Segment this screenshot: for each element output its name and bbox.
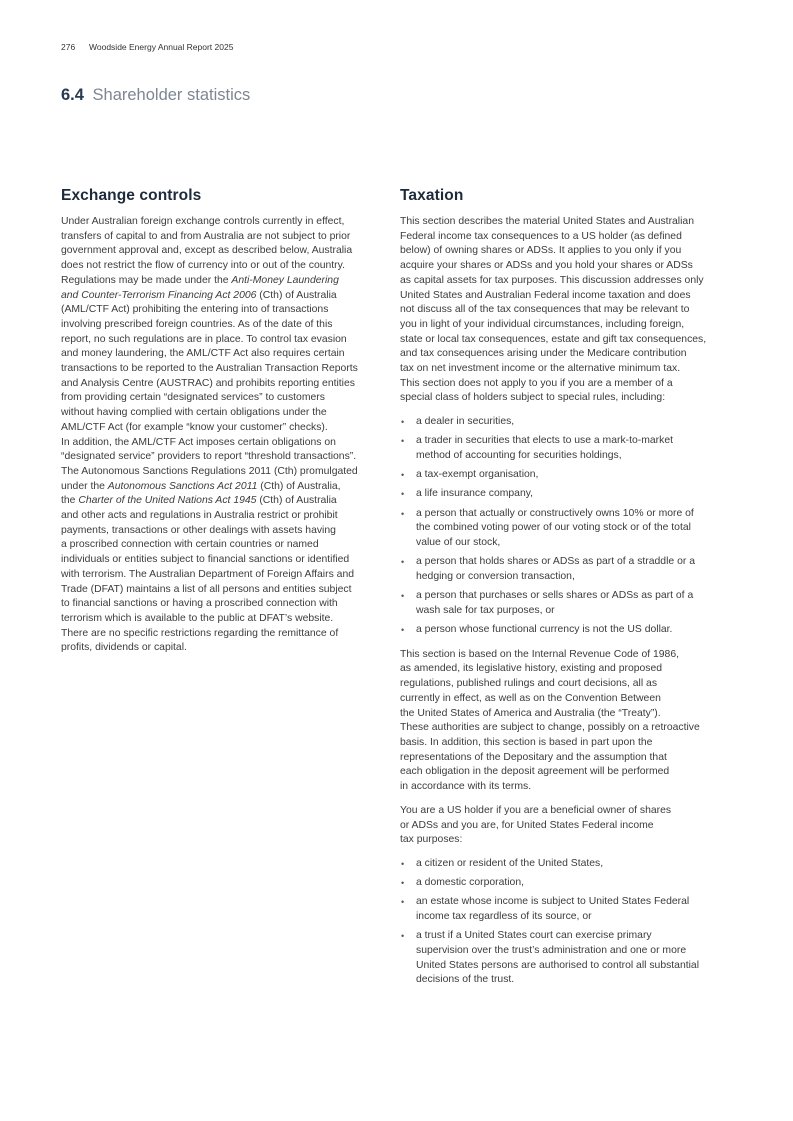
- text-line: to financial sanctions or having a proscribed connection with: [61, 598, 338, 610]
- list-item-line: • a dealer in securities,: [416, 416, 515, 428]
- text-run: (Cth) of Australia: [256, 495, 337, 507]
- text-line: [61, 494, 381, 509]
- text-line: not discuss all of the tax consequences that may be relevant to: [400, 304, 690, 316]
- list-item-line: • a trader in securities that elects to use a mark-to-market: [416, 435, 673, 447]
- text-line: as capital assets for tax purposes. This discussion addresses only: [400, 274, 704, 286]
- text-line: individuals or entities subject to financial sanctions or identified: [61, 554, 350, 566]
- text-line: government approval and, except as described below, Australia: [61, 245, 353, 257]
- text-line: each obligation in the deposit agreement will be performed: [400, 766, 670, 778]
- text-run: under the: [61, 480, 108, 492]
- text-line: transfers of capital to and from Australia are not subject to prior: [61, 230, 351, 242]
- taxation-intro: [400, 215, 725, 406]
- section-number: 6.4: [61, 86, 84, 104]
- text-line: as amended, its legislative history, existing and proposed: [400, 663, 663, 675]
- text-line: without having complied with certain obligations under the: [61, 407, 327, 419]
- list-item: [400, 487, 725, 502]
- text-line: [61, 480, 381, 495]
- text-line: profits, dividends or capital.: [61, 642, 187, 654]
- text-line: transactions to be reported to the Australian Transaction Reports: [61, 363, 358, 375]
- text-line: representations of the Depositary and the assumption that: [400, 751, 667, 763]
- list-item-line: income tax regardless of its source, or: [416, 911, 592, 923]
- taxation-column: [400, 187, 725, 998]
- text-line: with terrorism. The Australian Department of Foreign Affairs and: [61, 568, 354, 580]
- text-line: AML/CTF Act (for example “know your customer” checks).: [61, 421, 328, 433]
- list-item-line: United States persons are authorised to control all substantial: [416, 959, 700, 971]
- us-holders-list: [400, 857, 725, 988]
- text-line: acquire your shares or ADSs and you hold your shares or ADSs: [400, 260, 693, 272]
- list-item-line: • a life insurance company,: [416, 488, 534, 500]
- list-item-line: • a citizen or resident of the United States,: [416, 857, 604, 869]
- list-item: [400, 468, 725, 483]
- text-run: (Cth) of Australia,: [257, 480, 341, 492]
- act-title: Charter of the United Nations Act 1945: [78, 495, 257, 507]
- text-run: (Cth) of Australia: [256, 289, 337, 301]
- text-line: The Autonomous Sanctions Regulations 2011 (Cth) promulgated: [61, 465, 358, 477]
- text-line: In addition, the AML/CTF Act imposes certain obligations on: [61, 436, 336, 448]
- list-item: [400, 857, 725, 872]
- list-item-line: method of accounting for securities holdings,: [416, 450, 622, 462]
- list-item-line: • a person that holds shares or ADSs as part of a straddle or a: [416, 556, 695, 568]
- text-line: (AML/CTF Act) prohibiting the entering into of transactions: [61, 304, 329, 316]
- list-item-line: • a person that actually or constructively owns 10% or more of: [416, 507, 694, 519]
- text-line: or ADSs and you are, for United States Federal income: [400, 819, 654, 831]
- list-item: [400, 589, 725, 618]
- taxation-heading: Taxation: [400, 187, 464, 204]
- list-item-line: • a domestic corporation,: [416, 877, 525, 889]
- text-line: This section describes the material United States and Australian: [400, 216, 694, 227]
- text-line: and other acts and regulations in Australia restrict or prohibit: [61, 510, 338, 522]
- list-item: [400, 434, 725, 463]
- text-line: Federal income tax consequences to a US holder (as defined: [400, 230, 682, 242]
- text-line: involving prescribed foreign countries. As of the date of this: [61, 318, 333, 330]
- act-title: Anti-Money Laundering: [231, 274, 339, 286]
- text-line: This section does not apply to you if you are a member of a: [400, 377, 673, 389]
- list-item: [400, 555, 725, 584]
- list-item-line: • an estate whose income is subject to United States Federal: [416, 896, 690, 908]
- exchange-controls-column: [61, 187, 381, 665]
- text-line: and tax consequences arising under the Medicare contribution: [400, 348, 687, 360]
- text-line: you in light of your individual circumstances, including foreign,: [400, 318, 685, 330]
- text-line: United States and Australian Federal income taxation and does: [400, 289, 691, 301]
- text-line: This section is based on the Internal Revenue Code of 1986,: [400, 648, 679, 660]
- text-line: and money laundering, the AML/CTF Act also requires certain: [61, 348, 345, 360]
- text-line: [61, 274, 381, 289]
- text-line: a proscribed connection with certain countries or named: [61, 539, 319, 551]
- text-run: Regulations may be made under the: [61, 274, 232, 286]
- text-line: basis. In addition, this section is based in part upon the: [400, 737, 653, 748]
- text-line: the United States of America and Australia (the “Treaty”).: [400, 707, 661, 719]
- text-line: from providing certain “designated services” to customers: [61, 392, 325, 404]
- list-item: [400, 507, 725, 551]
- exchange-controls-heading: Exchange controls: [61, 187, 202, 204]
- text-line: regulations, published rulings and court decisions, all as: [400, 678, 658, 690]
- list-item: [400, 876, 725, 891]
- special-holders-list: [400, 415, 725, 638]
- list-item-line: • a person whose functional currency is not the US dollar.: [416, 624, 673, 636]
- list-item-line: decisions of the trust.: [416, 974, 515, 986]
- text-line: [61, 289, 381, 304]
- list-item-line: value of our stock,: [416, 537, 501, 549]
- text-line: There are no specific restrictions regarding the remittance of: [61, 627, 339, 639]
- page-number: 276: [61, 42, 76, 52]
- taxation-basis: [400, 648, 725, 795]
- act-title: Autonomous Sanctions Act 2011: [107, 480, 258, 492]
- list-item-line: hedging or conversion transaction,: [416, 570, 575, 582]
- section-title: Shareholder statistics: [92, 86, 251, 104]
- text-line: special class of holders subject to special rules, including:: [400, 392, 666, 404]
- text-line: and Analysis Centre (AUSTRAC) and prohibits reporting entities: [61, 377, 355, 389]
- list-item-line: the combined voting power of our voting stock or of the total: [416, 522, 691, 534]
- list-item: [400, 929, 725, 988]
- text-line: “designated service” providers to report “threshold transactions”.: [61, 451, 357, 463]
- list-item-line: • a tax-exempt organisation,: [416, 469, 539, 481]
- text-line: Trade (DFAT) maintains a list of all persons and entities subject: [61, 583, 352, 595]
- list-item-line: supervision over the trust’s administration and one or more: [416, 944, 687, 956]
- text-line: report, no such regulations are in place. To control tax evasion: [61, 333, 347, 345]
- report-title: Woodside Energy Annual Report 2025: [89, 42, 234, 52]
- text-line: state or local tax consequences, estate and gift tax consequences,: [400, 333, 707, 345]
- act-title: and Counter-Terrorism Financing Act 2006: [61, 289, 257, 301]
- text-line: in accordance with its terms.: [400, 781, 532, 793]
- text-line: does not restrict the flow of currency into or out of the country.: [61, 260, 345, 272]
- text-line: You are a US holder if you are a beneficial owner of shares: [400, 804, 672, 816]
- text-line: tax purposes:: [400, 834, 463, 846]
- text-line: tax on net investment income or the alternative minimum tax.: [400, 363, 681, 375]
- list-item-line: • a person that purchases or sells shares or ADSs as part of a: [416, 590, 694, 602]
- text-line: payments, transactions or other dealings with assets having: [61, 524, 336, 536]
- text-run: the: [61, 495, 79, 507]
- text-line: terrorism which is available to the public at DFAT’s website.: [61, 612, 334, 624]
- list-item: [400, 623, 725, 638]
- list-item: [400, 895, 725, 924]
- list-item: [400, 415, 725, 430]
- section-heading: [61, 86, 250, 105]
- exchange-controls-paragraph: [61, 215, 381, 656]
- list-item-line: • a trust if a United States court can exercise primary: [416, 930, 652, 942]
- text-line: currently in effect, as well as on the Convention Between: [400, 692, 661, 704]
- list-item-line: wash sale for tax purposes, or: [416, 604, 555, 616]
- text-line: Under Australian foreign exchange controls currently in effect,: [61, 216, 345, 227]
- text-line: below) of owning shares or ADSs. It applies to you only if you: [400, 245, 682, 257]
- text-line: These authorities are subject to change, possibly on a retroactive: [400, 722, 700, 734]
- us-holder-intro: [400, 804, 725, 848]
